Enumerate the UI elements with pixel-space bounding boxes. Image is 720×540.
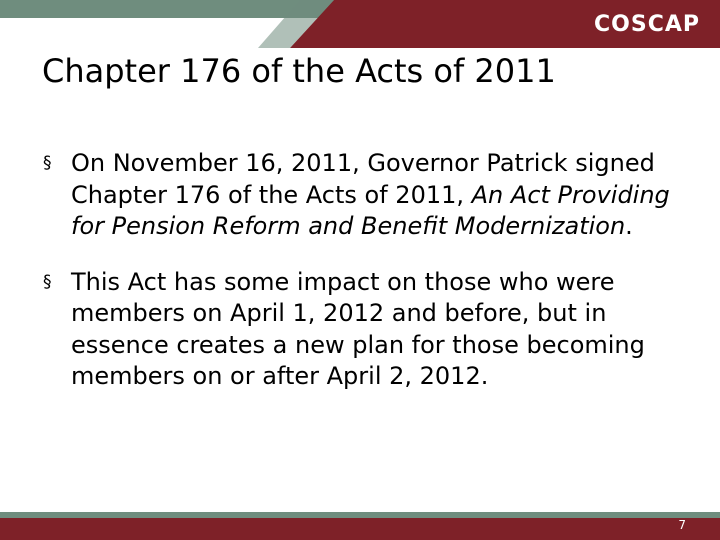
footer-strip [0, 512, 720, 518]
bullet-item-2 [42, 267, 682, 393]
bullet-text: On November 16, 2011, Governor Patrick signed Chapter 176 of the Acts of 2011, [71, 149, 655, 209]
bullet-text: This Act has some impact on those who were members on April 1, 2012 and before, but in essence creates a new plan for those becoming members on or after April 2, 2012. [71, 267, 645, 390]
logo: COSCAP [594, 12, 700, 37]
page-number: 7 [678, 518, 686, 532]
bullet-item-1 [42, 148, 682, 243]
act-title: An Act Providing for Pension Reform and Benefit Modernization [71, 180, 670, 240]
slide-title: Chapter 176 of the Acts of 2011 [42, 52, 556, 90]
bullet-marker: § [43, 153, 52, 173]
bullet-text-end: . [625, 212, 633, 240]
bullet-list [42, 148, 682, 393]
bullet-marker: § [43, 271, 52, 292]
